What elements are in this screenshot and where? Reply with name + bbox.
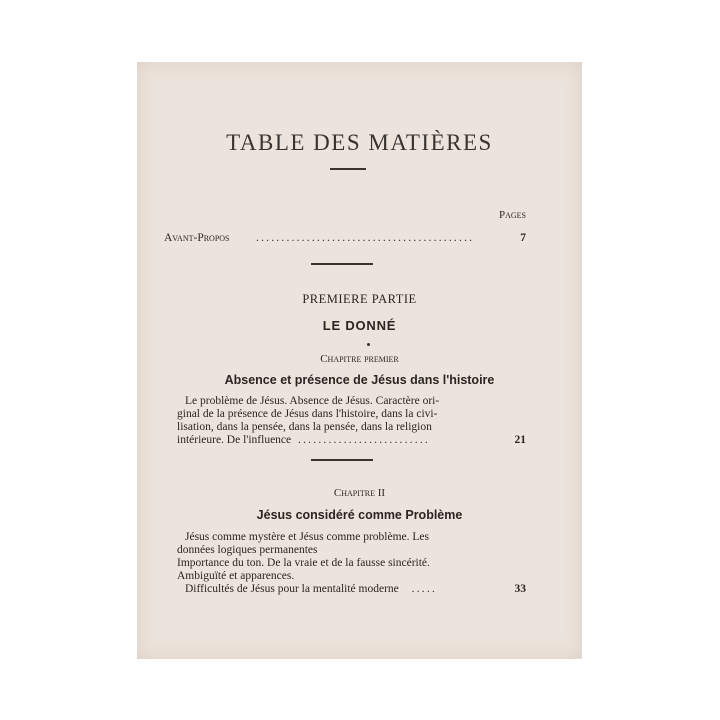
chapter-2-summary <box>177 531 529 596</box>
chapter-1-label: Chapitre premier <box>320 353 399 365</box>
chapter-2-page: 33 <box>514 583 526 595</box>
chapter-2-label: Chapitre II <box>333 487 386 499</box>
summary-line: ginal de la présence de Jésus dans l'histoire, dans la civi- <box>177 408 438 420</box>
toc-entry-avant-propos <box>164 232 529 244</box>
leader-dots: ........................................... <box>256 232 475 244</box>
summary-line <box>177 583 529 596</box>
leader-dots: ..... <box>411 583 438 595</box>
summary-line-text: intérieure. De l'influence <box>177 434 292 446</box>
summary-line: Jésus comme mystère et Jésus comme problème. Les <box>185 531 429 543</box>
summary-line: Ambiguïté et apparences. <box>177 570 295 582</box>
chapter-2-title: Jésus considéré comme Problème <box>256 508 463 522</box>
summary-line: Le problème de Jésus. Absence de Jésus. Caractère ori- <box>185 395 440 407</box>
toc-entry-label: Avant-Propos <box>164 232 230 244</box>
section-rule <box>311 263 373 265</box>
book-page <box>137 62 582 659</box>
part-label: PREMIERE PARTIE <box>302 292 417 306</box>
summary-line <box>177 434 529 447</box>
chapter-1-title: Absence et présence de Jésus dans l'histoire <box>224 373 495 387</box>
summary-line: Importance du ton. De la vraie et de la fausse sincérité. <box>177 557 430 569</box>
summary-line-text: Difficultés de Jésus pour la mentalité moderne <box>185 583 399 595</box>
summary-line: données logiques permanentes <box>177 544 318 556</box>
part-title: LE DONNÉ <box>322 318 397 333</box>
ornament-dot <box>367 343 370 346</box>
chapter-1-page: 21 <box>514 434 526 446</box>
title-rule <box>330 168 366 170</box>
page-title: TABLE DES MATIÈRES <box>226 130 493 155</box>
pages-column-header: Pages <box>498 209 526 221</box>
chapter-1-summary <box>177 395 529 447</box>
section-rule <box>311 459 373 461</box>
summary-line: lisation, dans la pensée, dans la pensée, dans la religion <box>177 421 432 433</box>
toc-entry-page: 7 <box>520 232 526 244</box>
leader-dots: .......................... <box>298 434 430 446</box>
